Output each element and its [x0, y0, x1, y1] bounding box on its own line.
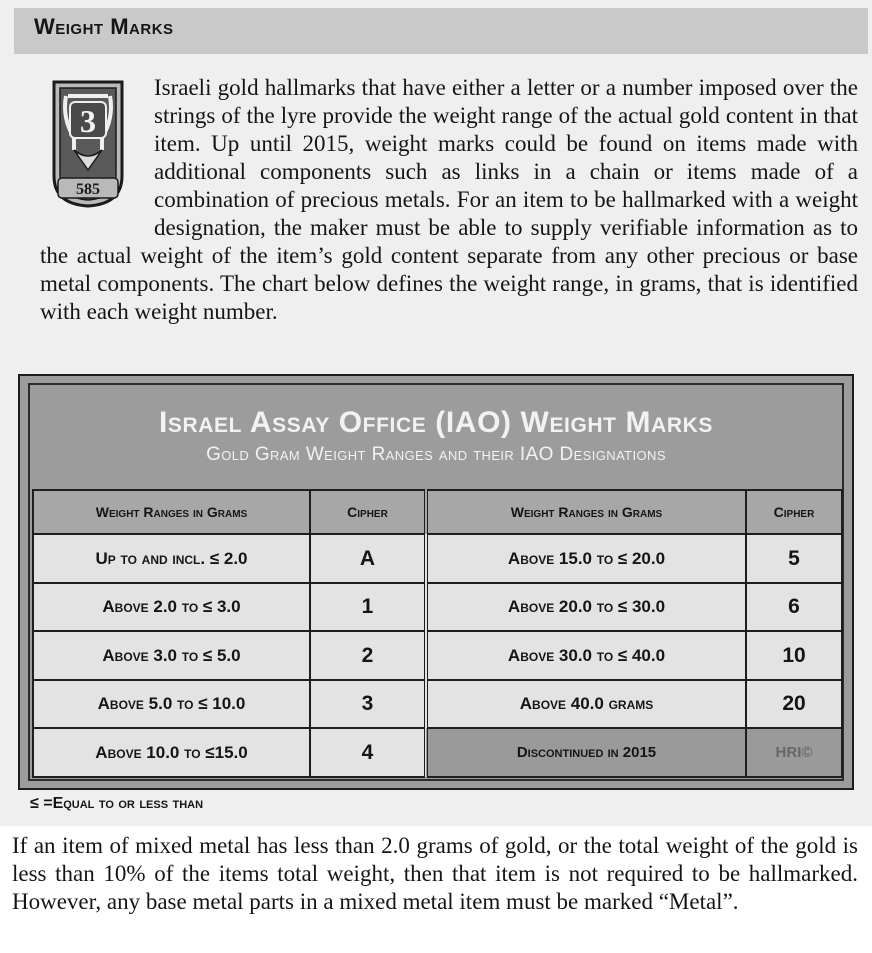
copyright-credit-cell: HRI©	[746, 728, 842, 777]
column-header-cipher: Cipher	[746, 490, 842, 534]
weight-range-cell: Above 40.0 grams	[426, 680, 746, 729]
chart-title: Israel Assay Office (IAO) Weight Marks	[158, 406, 714, 439]
cipher-cell: 3	[310, 680, 426, 729]
column-header-weight-ranges: Weight Ranges in Grams	[426, 490, 746, 534]
weight-range-cell: Above 10.0 to ≤15.0	[33, 728, 310, 777]
table-row	[33, 680, 842, 729]
cipher-cell: 2	[310, 631, 426, 680]
weight-range-cell: Above 30.0 to ≤ 40.0	[426, 631, 746, 680]
cipher-cell: 10	[746, 631, 842, 680]
table-row	[33, 534, 842, 583]
table-row	[33, 631, 842, 680]
weight-range-cell: Above 15.0 to ≤ 20.0	[426, 534, 746, 583]
cipher-cell: 1	[310, 583, 426, 632]
discontinued-note-cell: Discontinued in 2015	[426, 728, 746, 777]
hallmark-numeral: 3	[80, 103, 96, 139]
intro-paragraph	[40, 74, 858, 326]
table-header-row	[33, 490, 842, 534]
weight-marks-table	[32, 489, 843, 778]
weight-range-cell: Up to and incl. ≤ 2.0	[33, 534, 310, 583]
weight-marks-chart	[18, 374, 854, 790]
cipher-cell: 5	[746, 534, 842, 583]
weight-range-cell: Above 2.0 to ≤ 3.0	[33, 583, 310, 632]
table-row	[33, 728, 842, 777]
column-header-cipher: Cipher	[310, 490, 426, 534]
cipher-cell: 4	[310, 728, 426, 777]
hallmark-fineness: 585	[76, 181, 100, 198]
hallmark-lyre-icon	[48, 78, 128, 210]
table-row	[33, 583, 842, 632]
symbol-legend: ≤ =Equal to or less than	[30, 795, 204, 812]
intro-text: Israeli gold hallmarks that have either a letter or a number imposed over the strings of the lyre provide the weight range of the actual gold content in that item. Up until 2015, weight marks could be found on items made with additional components such as links in a chain or items made of a combination of precious metals. For an item to be hallmarked with a weight designation, the maker must be able to supply verifiable information as to the actual weight of the item’s gold content separate from any other precious or base metal components. The chart below defines the weight range, in grams, that is identified with each weight number.	[40, 75, 858, 324]
weight-range-cell: Above 20.0 to ≤ 30.0	[426, 583, 746, 632]
chart-subtitle: Gold Gram Weight Ranges and their IAO Designations	[206, 444, 666, 465]
cipher-cell: 6	[746, 583, 842, 632]
footer-paragraph: If an item of mixed metal has less than 2.0 grams of gold, or the total weight of the gold is less than 10% of the items total weight, then that item is not required to be hallmarked. However, any base metal parts in a mixed metal item must be marked “Metal”.	[12, 833, 858, 914]
section-title: Weight Marks	[34, 14, 174, 39]
cipher-cell: 20	[746, 680, 842, 729]
cipher-cell: A	[310, 534, 426, 583]
column-header-weight-ranges: Weight Ranges in Grams	[33, 490, 310, 534]
weight-range-cell: Above 5.0 to ≤ 10.0	[33, 680, 310, 729]
weight-range-cell: Above 3.0 to ≤ 5.0	[33, 631, 310, 680]
